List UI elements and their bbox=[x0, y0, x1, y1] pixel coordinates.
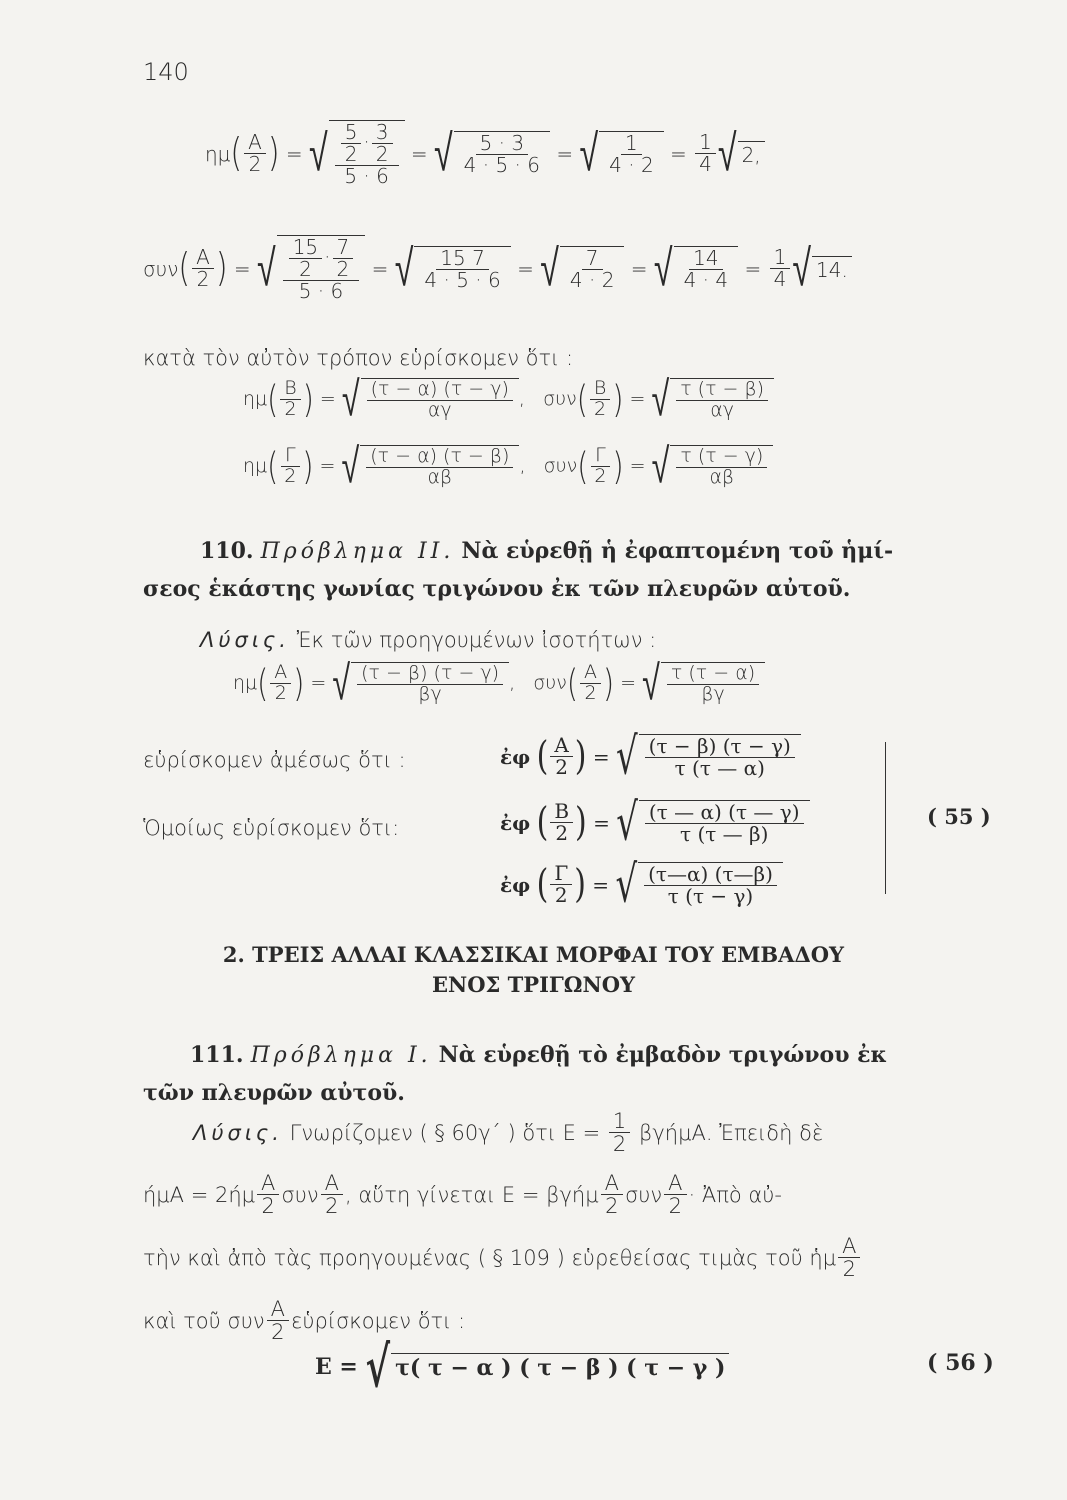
formula-syn-a2: συν ( $\frac{A}{2}$ ) = √ $\frac{15}{2}$ · $\frac{7}{2}$ 5 · 6 = √ $\frac{15 7}{4 \cdot 5 \cdot 6}$ = √ $\frac{7}{4 \cdot 2}$ = √ $\frac{14}{4 \cdot 4}$ = $\frac{1}{4}$ √ 14. bbox=[143, 235, 852, 302]
problem-111-heading: 111. Πρόβλημα Ι. Νὰ εὑρεθῇ τὸ ἐμβαδὸν τριγώνου ἐκ bbox=[190, 1042, 888, 1068]
equation-number-55: ( 55 ) bbox=[927, 804, 991, 829]
formula-hm-a2: ημ ( $\frac{A}{2}$ ) = √ $\frac{5}{2}$ · $\frac{3}{2}$ 5 · 6 = √ $\frac{5 \cdot 3}{4 \cdot 5 \cdot 6}$ = √ $\frac{1}{4 \cdot 2}$ = $\frac{1}{4}$ √ 2, bbox=[205, 120, 765, 187]
problem-111-line3: τὴν καὶ ἀπὸ τὰς προηγουμένας ( § 109 ) εὑρεθείσας τιμὰς τοῦ ἡμ $\frac{A}{2}$ bbox=[143, 1235, 862, 1280]
formula-g-line: ημ ( $\frac{\Gamma}{2}$ ) = √ $\frac{(\tau - \alpha) (\tau - \beta)}{\alpha\beta}$ , συν ( $\frac{\Gamma}{2}$ ) = √ $\frac{\tau (\tau - \gamma)}{\alpha\beta}$ bbox=[243, 445, 773, 488]
formula-ef-a: ἐφ ( $\frac{A}{2}$ ) = √ $\frac{(\tau - \beta) (\tau - \gamma)}{\tau (\tau — \alpha)}$ bbox=[500, 734, 801, 779]
similarly-text: Ὁμοίως εὑρίσκομεν ὅτι: bbox=[143, 816, 400, 840]
problem-111-text: τῶν πλευρῶν αὐτοῦ. bbox=[143, 1080, 405, 1106]
equation-number-56: ( 56 ) bbox=[927, 1350, 994, 1376]
find-immediately-text: εὑρίσκομεν ἀμέσως ὅτι : bbox=[143, 748, 406, 772]
equation-brace bbox=[877, 742, 886, 894]
problem-110-given: ημ ( $\frac{A}{2}$ ) = √ $\frac{(\tau - \beta) (\tau - \gamma)}{\beta\gamma}$ , συν ( $\frac{A}{2}$ ) = √ $\frac{\tau (\tau - \alpha)}{\beta\gamma}$ bbox=[233, 662, 765, 705]
problem-111-line1: Λύσις. Γνωρίζομεν ( § 60γ΄ ) ὅτι Ε = $\frac{1}{2}$ βγήμΑ. Ἐπειδὴ δὲ bbox=[193, 1109, 824, 1157]
formula-heron: Ε = √ τ( τ − α ) ( τ − β ) ( τ − γ ) bbox=[315, 1345, 729, 1389]
formula-ef-b: ἐφ ( $\frac{B}{2}$ ) = √ $\frac{(\tau — \alpha) (\tau — \gamma)}{\tau (\tau — \beta)}$ bbox=[500, 800, 810, 845]
problem-111-line4: καὶ τοῦ συν $\frac{A}{2}$ εὑρίσκομεν ὅτι : bbox=[143, 1297, 466, 1345]
problem-110-heading: 110. Πρόβλημα ΙΙ. Νὰ εὑρεθῇ ἡ ἐφαπτομένη τοῦ ἡμί- bbox=[200, 538, 894, 564]
page-number: 140 bbox=[143, 58, 189, 86]
section-2-title-line1: 2. ΤΡΕΙΣ ΑΛΛΑΙ ΚΛΑΣΣΙΚΑΙ ΜΟΡΦΑΙ ΤΟΥ ΕΜΒΑΔΟΥ bbox=[222, 942, 845, 967]
func-label: ημ bbox=[205, 141, 231, 166]
problem-110-solution: Λύσις. Ἐκ τῶν προηγουμένων ἰσοτήτων : bbox=[200, 628, 657, 652]
func-label: συν bbox=[143, 256, 179, 281]
problem-110-text: σεος ἑκάστης γωνίας τριγώνου ἐκ τῶν πλευρῶν αὐτοῦ. bbox=[143, 576, 851, 602]
formula-ef-g: ἐφ ( $\frac{\Gamma}{2}$ ) = √ $\frac{(\tau—\alpha) (\tau—\beta)}{\tau (\tau - \gamma)}$ bbox=[500, 862, 783, 907]
problem-111-line2: ήμΑ = 2ήμ $\frac{A}{2}$ συν $\frac{A}{2}$ , αὕτη γίνεται Ε = βγήμ $\frac{A}{2}$ συν $\frac{A}{2}$ · Ἀπὸ αὐ- bbox=[143, 1171, 783, 1219]
formula-b-line: ημ ( $\frac{B}{2}$ ) = √ $\frac{(\tau - \alpha) (\tau - \gamma)}{\alpha\gamma}$ , συν ( $\frac{B}{2}$ ) = √ $\frac{\tau (\tau - \beta)}{\alpha\gamma}$ bbox=[243, 378, 774, 421]
section-2-title-line2: ΕΝΟΣ ΤΡΙΓΩΝΟΥ bbox=[432, 972, 635, 997]
same-way-text: κατὰ τὸν αὐτὸν τρόπον εὑρίσκομεν ὅτι : bbox=[143, 346, 574, 370]
